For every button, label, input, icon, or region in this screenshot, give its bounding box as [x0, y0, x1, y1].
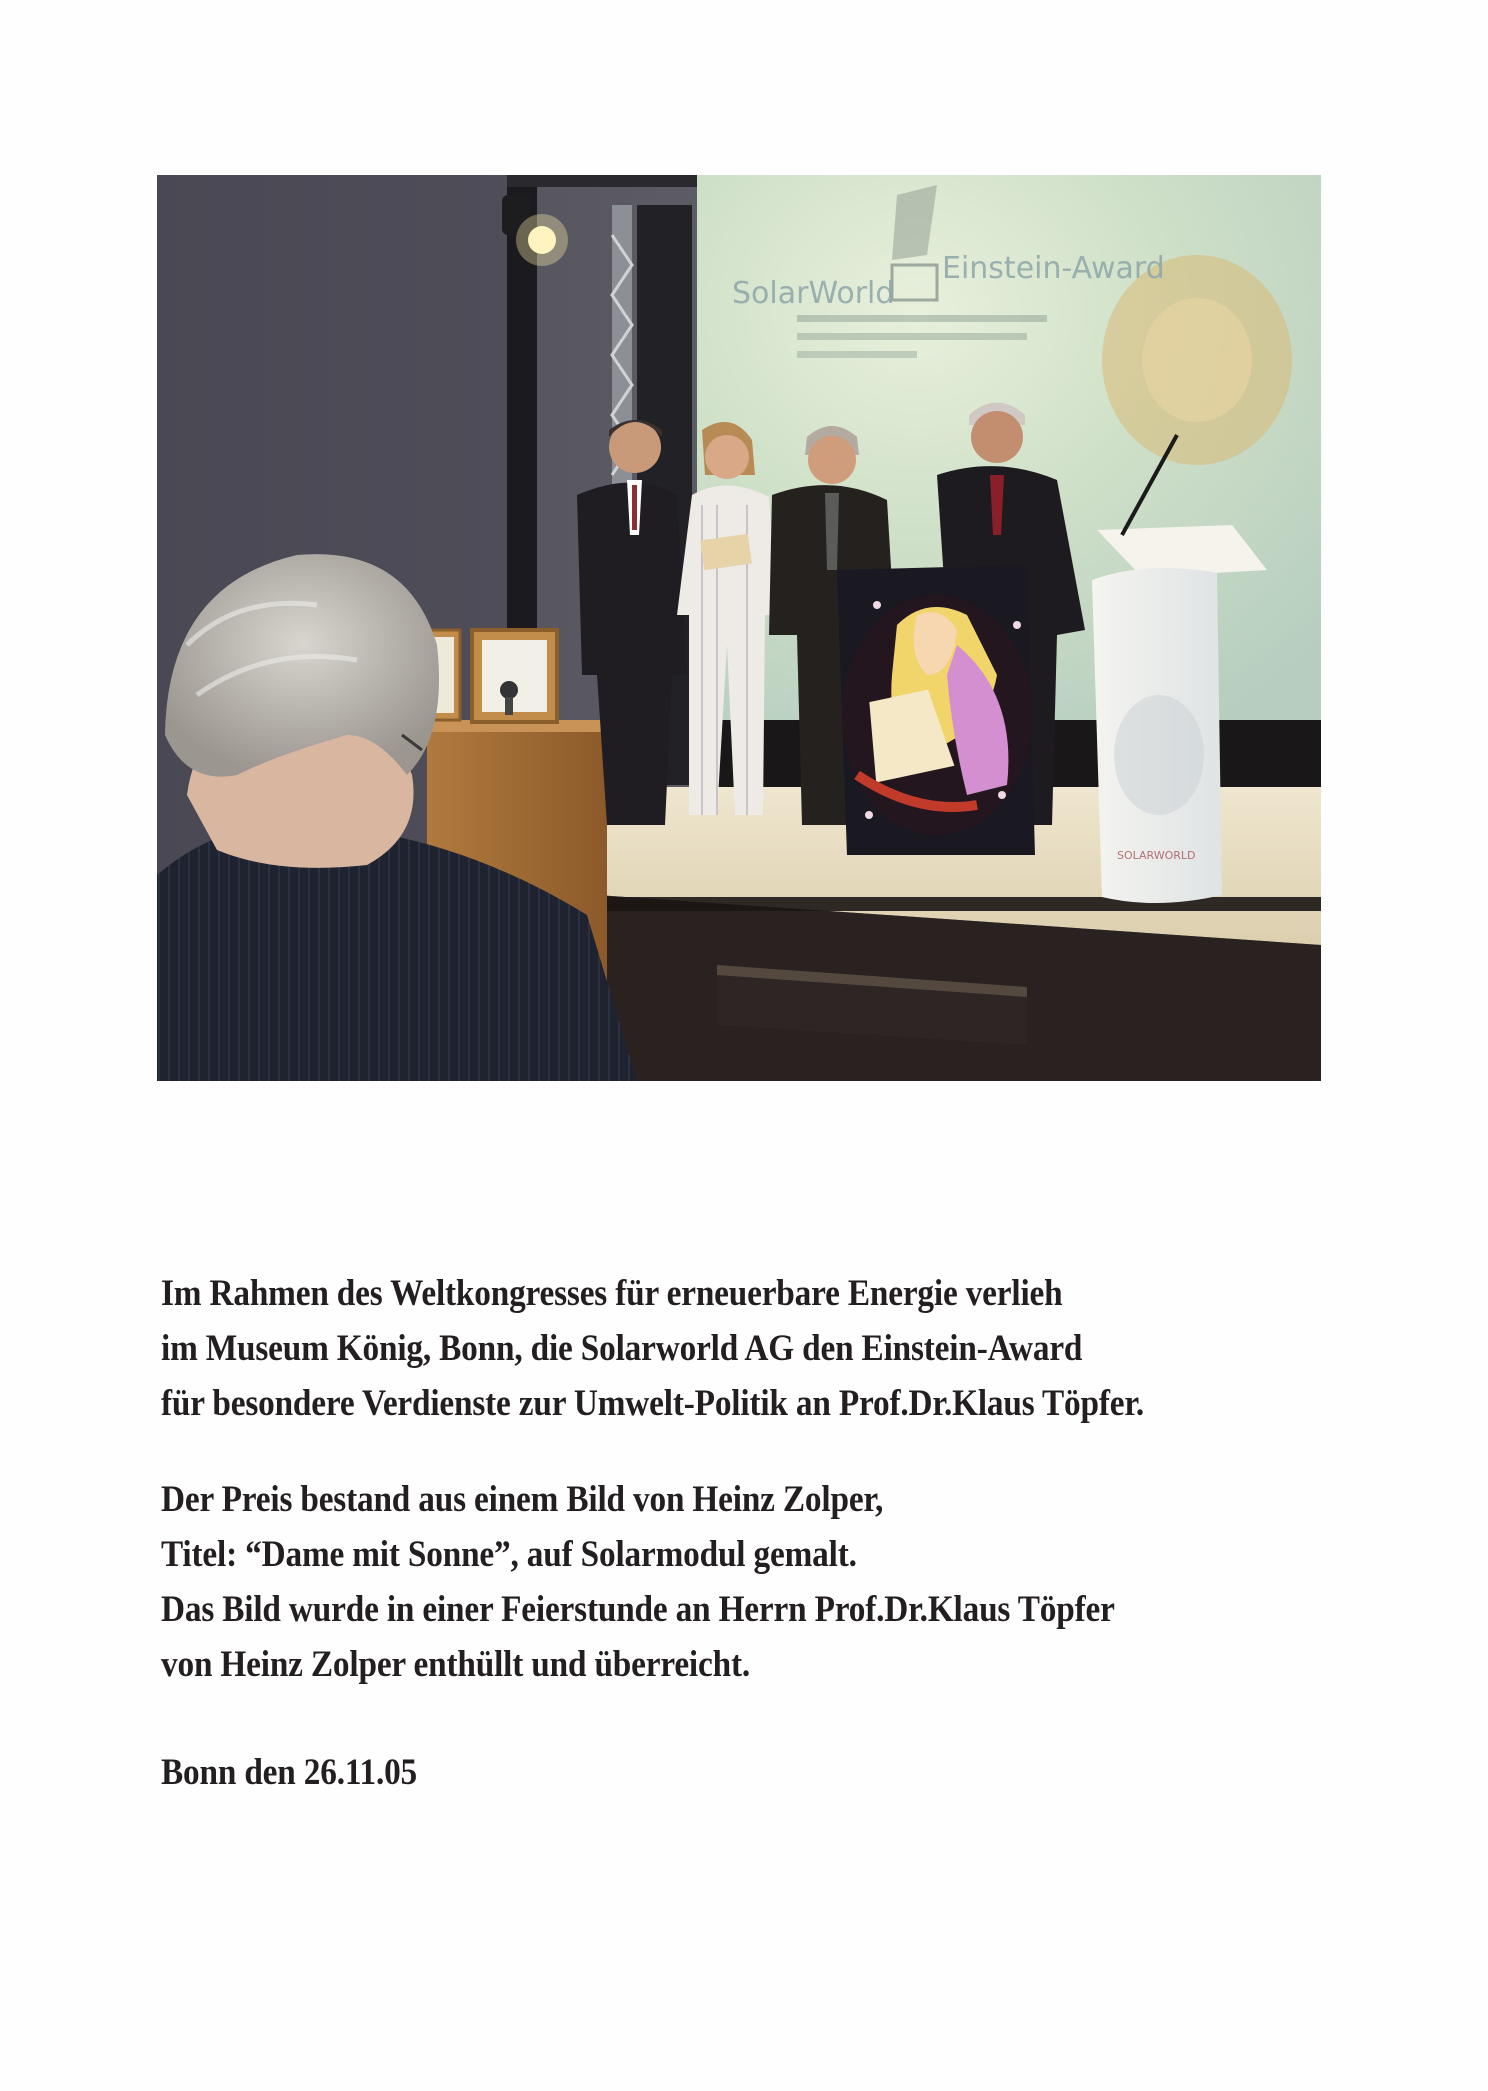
text-line: Das Bild wurde in einer Feierstunde an Herrn Prof.Dr.Klaus Töpfer	[161, 1589, 1115, 1630]
paragraph-prize-description	[161, 1472, 1295, 1692]
screen-brand-text: SolarWorld	[732, 276, 895, 311]
text-line: Im Rahmen des Weltkongresses für erneuerbare Energie verlieh	[161, 1273, 1063, 1314]
text-line: Der Preis bestand aus einem Bild von Heinz Zolper,	[161, 1479, 884, 1520]
text-line: von Heinz Zolper enthüllt und überreicht.	[161, 1644, 751, 1685]
award-ceremony-photo	[157, 175, 1321, 1081]
painting-dame-mit-sonne	[837, 565, 1035, 855]
photo-illustration	[157, 175, 1321, 1081]
text-line: im Museum König, Bonn, die Solarworld AG den Einstein-Award	[161, 1328, 1083, 1369]
text-line: Bonn den 26.11.05	[161, 1752, 418, 1793]
paragraph-award-description	[161, 1266, 1295, 1431]
text-line: Titel: “Dame mit Sonne”, auf Solarmodul gemalt.	[161, 1534, 857, 1575]
place-and-date	[161, 1745, 1295, 1800]
podium-brand-text: SOLARWORLD	[1117, 849, 1196, 862]
text-line: für besondere Verdienste zur Umwelt-Politik an Prof.Dr.Klaus Töpfer.	[161, 1383, 1145, 1424]
screen-award-text: Einstein-Award	[942, 251, 1165, 286]
